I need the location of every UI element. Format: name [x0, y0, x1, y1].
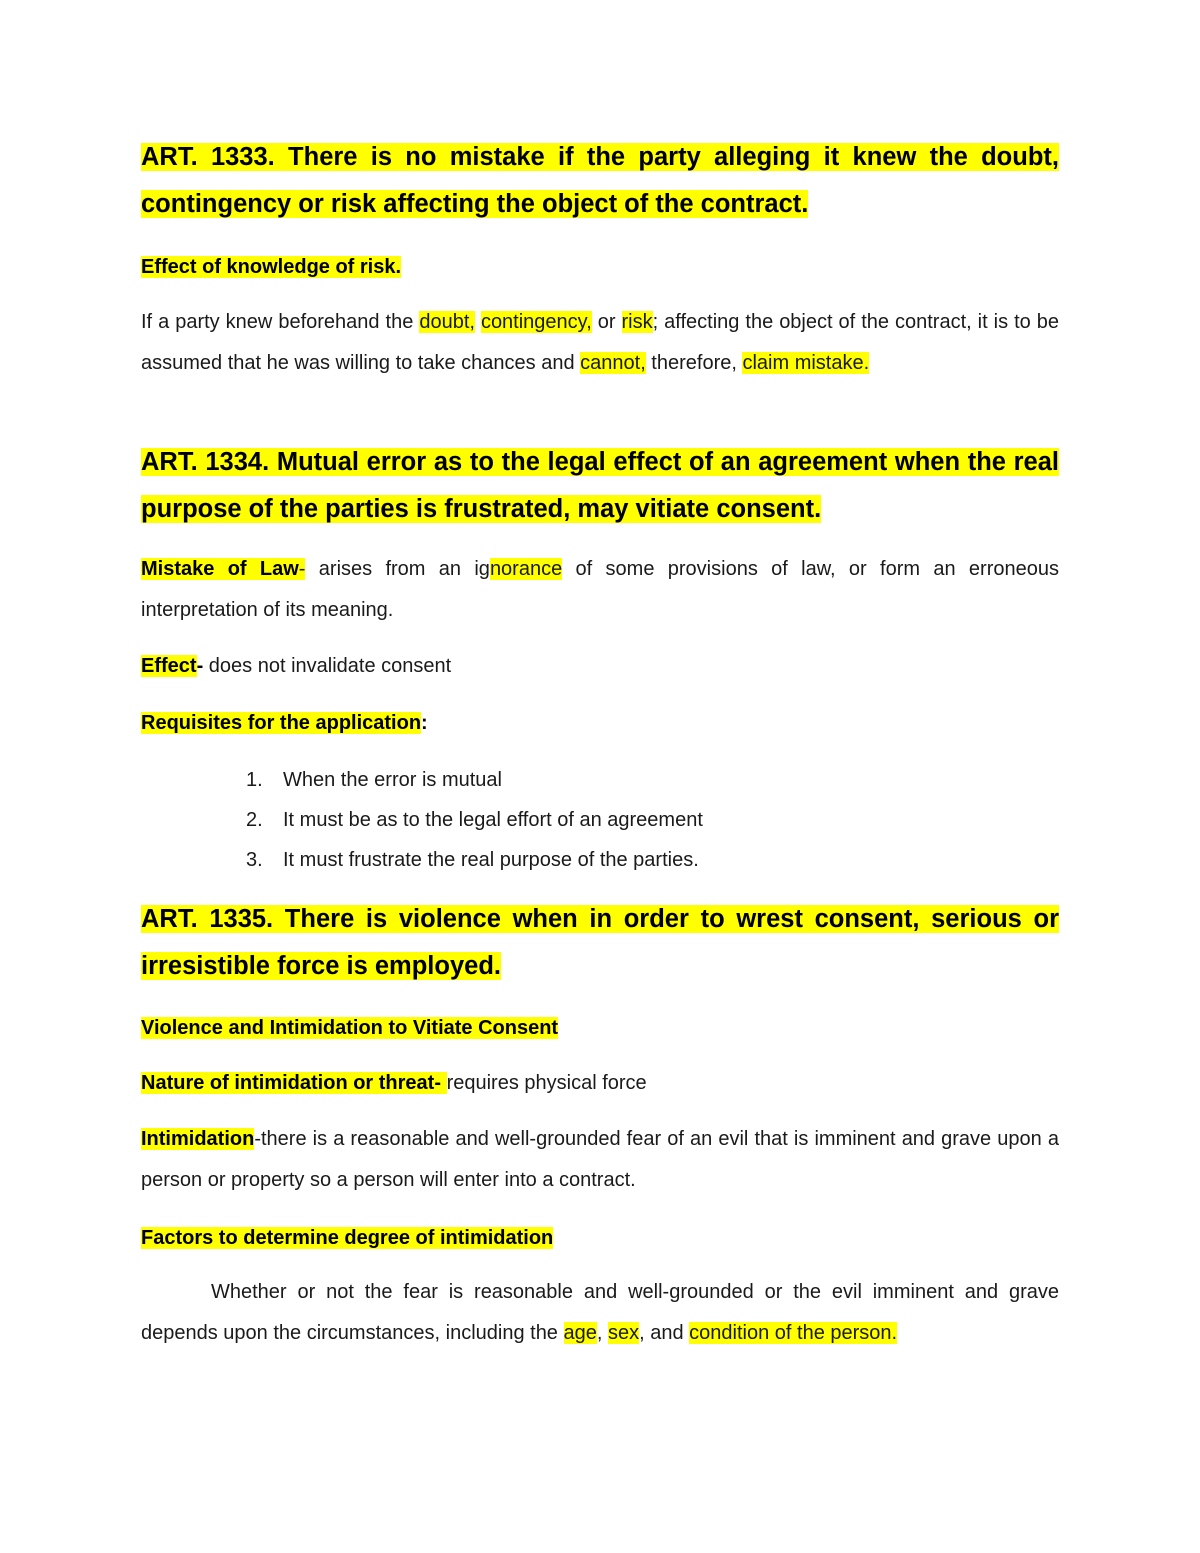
- highlight-condition: condition of the person.: [689, 1322, 898, 1344]
- mistake-of-law-term: Mistake of Law: [141, 558, 299, 580]
- violence-heading: Violence and Intimidation to Vitiate Consent: [141, 1017, 559, 1039]
- effect-line: Effect- does not invalidate consent: [141, 655, 452, 677]
- art-1335-title: ART. 1335. There is violence when in order to wrest consent, serious or irresistible force is employed.: [141, 905, 1059, 980]
- highlight-norance: norance: [489, 558, 563, 580]
- factors-paragraph: Whether or not the fear is reasonable and well-grounded or the evil imminent and grave depends upon the circumstances, including the age, sex, and condition of the person.: [141, 1281, 1059, 1344]
- art-1334-title: ART. 1334. Mutual error as to the legal effect of an agreement when the real purpose of the parties is frustrated, may vitiate consent.: [141, 448, 1059, 523]
- highlight-contingency: contingency,: [480, 311, 592, 333]
- effect-term: Effect: [141, 655, 197, 677]
- requisites-list: [246, 760, 1046, 880]
- list-item: 2. It must be as to the legal effort of an agreement: [246, 809, 703, 831]
- intimidation-term: Intimidation: [141, 1128, 255, 1150]
- list-item: 1. When the error is mutual: [246, 769, 502, 791]
- highlight-claim-mistake: claim mistake.: [742, 352, 870, 374]
- requisites-heading: Requisites for the application:: [141, 712, 428, 734]
- highlight-age: age: [563, 1322, 597, 1344]
- factors-heading: Factors to determine degree of intimidation: [141, 1227, 554, 1249]
- highlight-risk: risk: [621, 311, 653, 333]
- art-1333-heading: Effect of knowledge of risk.: [141, 256, 402, 278]
- nature-term: Nature of intimidation or threat-: [141, 1072, 447, 1094]
- nature-line: Nature of intimidation or threat- requires physical force: [141, 1072, 647, 1094]
- mistake-of-law-paragraph: Mistake of Law- arises from an ignorance of some provisions of law, or form an erroneous interpretation of its meaning.: [141, 558, 1059, 621]
- highlight-sex: sex: [608, 1322, 640, 1344]
- highlight-doubt: doubt,: [419, 311, 475, 333]
- intimidation-paragraph: Intimidation-there is a reasonable and well-grounded fear of an evil that is imminent and grave upon a person or property so a person will enter into a contract.: [141, 1128, 1059, 1191]
- art-1333-title: ART. 1333. There is no mistake if the party alleging it knew the doubt, contingency or risk affecting the object of the contract.: [141, 143, 1059, 218]
- highlight-cannot: cannot,: [580, 352, 646, 374]
- art-1333-paragraph: If a party knew beforehand the doubt, contingency, or risk; affecting the object of the contract, it is to be assumed that he was willing to take chances and cannot, therefore, claim mistake.: [141, 311, 1060, 374]
- list-item: 3. It must frustrate the real purpose of the parties.: [246, 849, 699, 871]
